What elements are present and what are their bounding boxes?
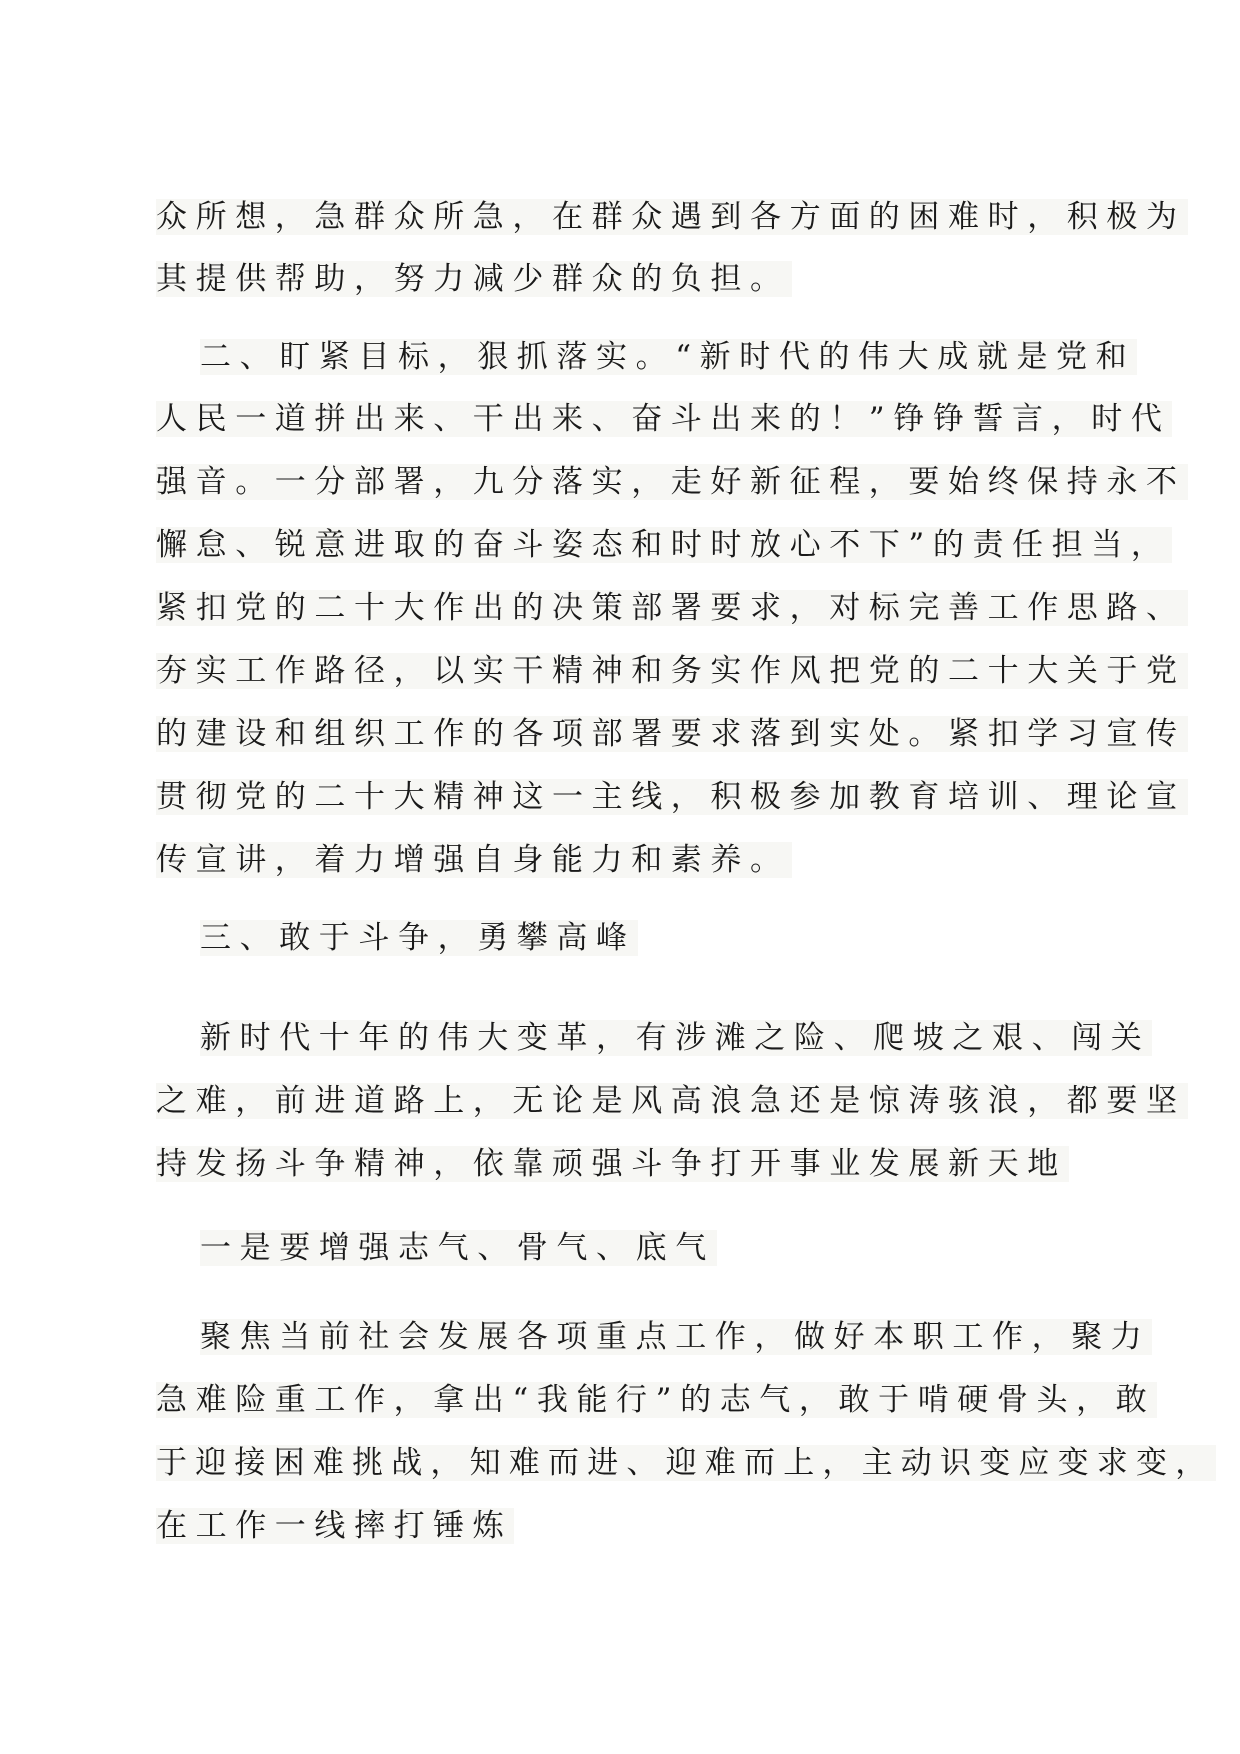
line-text: 夯实工作路径，以实干精神和务实作风把党的二十大关于党 — [156, 653, 1186, 689]
section-heading-3 — [200, 915, 638, 961]
text-line — [156, 194, 1188, 240]
text-line — [156, 774, 1188, 820]
line-text: 新时代十年的伟大变革，有涉滩之险、爬坡之艰、闯关 — [200, 1020, 1151, 1056]
text-line — [156, 837, 792, 883]
text-line — [156, 1141, 1069, 1187]
text-line — [156, 1078, 1188, 1124]
line-text: 聚焦当前社会发展各项重点工作，做好本职工作，聚力 — [200, 1319, 1151, 1355]
line-text: 人民一道拼出来、干出来、奋斗出来的！”铮铮誓言，时代 — [156, 401, 1171, 437]
line-text: 在工作一线摔打锤炼 — [156, 1508, 513, 1544]
text-line — [156, 1503, 514, 1549]
text-line — [156, 1440, 1216, 1486]
line-text: 众所想，急群众所急，在群众遇到各方面的困难时，积极为 — [156, 199, 1186, 235]
line-text: 紧扣党的二十大作出的决策部署要求，对标完善工作思路、 — [156, 590, 1186, 626]
text-line — [200, 1314, 1152, 1360]
line-text: 贯彻党的二十大精神这一主线，积极参加教育培训、理论宣 — [156, 779, 1186, 815]
line-text: 三、敢于斗争，勇攀高峰 — [200, 920, 636, 956]
line-text: 其提供帮助，努力减少群众的负担。 — [156, 261, 790, 297]
text-line — [200, 1015, 1152, 1061]
line-text: 的建设和组织工作的各项部署要求落到实处。紧扣学习宣传 — [156, 716, 1186, 752]
line-text: 传宣讲，着力增强自身能力和素养。 — [156, 842, 790, 878]
line-text: 二、盯紧目标，狠抓落实。“新时代的伟大成就是党和 — [200, 339, 1136, 375]
line-text: 之难，前进道路上，无论是风高浪急还是惊涛骇浪，都要坚 — [156, 1083, 1186, 1119]
text-line — [156, 648, 1188, 694]
text-line — [156, 711, 1188, 757]
line-text: 一是要增强志气、骨气、底气 — [200, 1230, 715, 1266]
text-line — [156, 256, 792, 302]
line-text: 于迎接困难挑战，知难而进、迎难而上，主动识变应变求变， — [156, 1445, 1215, 1481]
text-line — [156, 459, 1188, 505]
text-line — [156, 522, 1172, 568]
text-line — [156, 1377, 1157, 1423]
line-text: 持发扬斗争精神，依靠顽强斗争打开事业发展新天地 — [156, 1146, 1067, 1182]
line-text: 懈怠、锐意进取的奋斗姿态和时时放心不下”的责任担当， — [156, 527, 1171, 563]
paragraph-heading-2 — [200, 334, 1137, 380]
line-text: 强音。一分部署，九分落实，走好新征程，要始终保持永不 — [156, 464, 1186, 500]
text-line — [156, 396, 1172, 442]
line-text: 急难险重工作，拿出“我能行”的志气，敢于啃硬骨头，敢 — [156, 1382, 1156, 1418]
subsection-heading — [200, 1225, 717, 1271]
text-line — [156, 585, 1188, 631]
